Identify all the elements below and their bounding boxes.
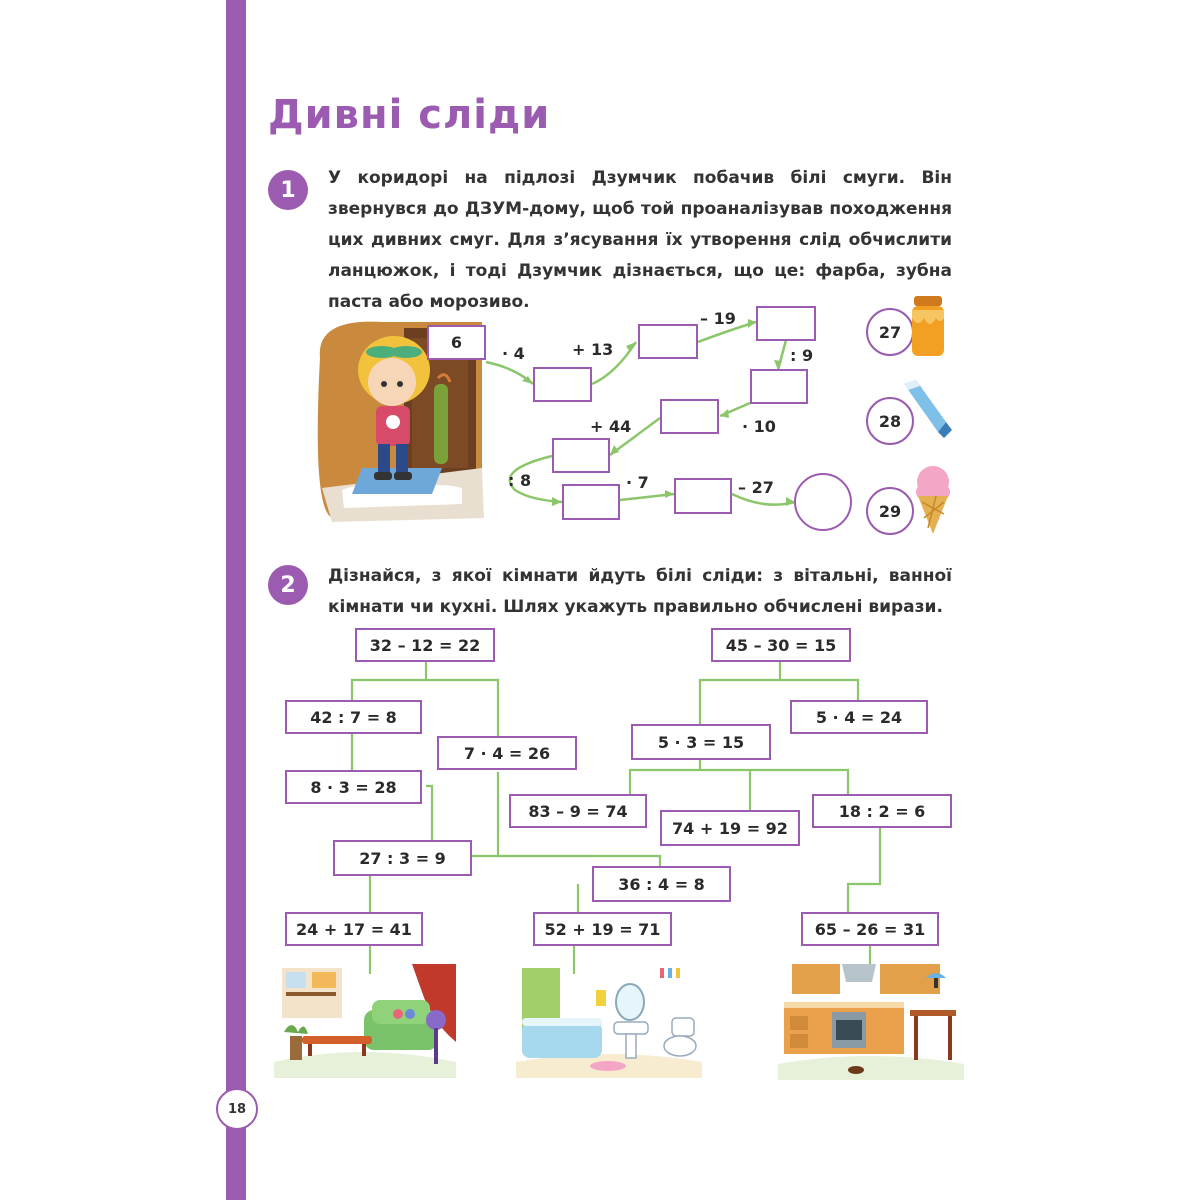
answer-option-29: 29 [866, 487, 914, 535]
chain-operation: + 44 [590, 417, 632, 436]
expression-box[interactable]: 5 · 4 = 24 [790, 700, 928, 734]
kitchen-icon [776, 960, 966, 1080]
chain-operation: : 9 [790, 346, 814, 365]
living-room-icon [272, 962, 458, 1078]
expression-box[interactable]: 24 + 17 = 41 [285, 912, 423, 946]
expression-box[interactable]: 74 + 19 = 92 [660, 810, 800, 846]
chain-start-box: 6 [427, 325, 486, 360]
page-number: 18 [216, 1088, 258, 1130]
expression-box[interactable]: 32 – 12 = 22 [355, 628, 495, 662]
expression-box[interactable]: 5 · 3 = 15 [631, 724, 771, 760]
answer-option-28: 28 [866, 397, 914, 445]
chain-operation: + 13 [572, 340, 614, 359]
task-2-number: 2 [268, 565, 308, 605]
chain-operation: · 10 [742, 417, 776, 436]
task-1-number: 1 [268, 170, 308, 210]
expression-box[interactable]: 45 – 30 = 15 [711, 628, 851, 662]
expression-box[interactable]: 27 : 3 = 9 [333, 840, 472, 876]
chain-operation: – 27 [738, 478, 774, 497]
expression-box[interactable]: 36 : 4 = 8 [592, 866, 731, 902]
chain-operation: · 4 [502, 344, 525, 363]
task-1-text: У коридорі на підлозі Дзумчик побачив білі смуги. Він звернувся до ДЗУМ-дому, щоб той проаналізував походження цих дивних смуг. Для з’ясування їх утворення слід обчислити ланцюжок, і тоді Дзумчик дізнається, що це: фарба, зубна паста або морозиво. [328, 168, 952, 312]
expression-box[interactable]: 65 – 26 = 31 [801, 912, 939, 946]
bathroom-icon [514, 962, 704, 1078]
expression-box[interactable]: 52 + 19 = 71 [533, 912, 672, 946]
expression-box[interactable]: 42 : 7 = 8 [285, 700, 422, 734]
page-title: Дивні сліди [268, 92, 551, 138]
answer-option-27: 27 [866, 308, 914, 356]
chain-operation: · 7 [626, 473, 649, 492]
expression-box[interactable]: 83 – 9 = 74 [509, 794, 647, 828]
chain-operation: – 19 [700, 309, 736, 328]
expression-box[interactable]: 8 · 3 = 28 [285, 770, 422, 804]
task-2-text: Дізнайся, з якої кімнати йдуть білі сліди: з вітальні, ванної кімнати чи кухні. Шлях укажуть правильно обчислені вирази. [328, 566, 952, 617]
expression-box[interactable]: 18 : 2 = 6 [812, 794, 952, 828]
expression-box[interactable]: 7 · 4 = 26 [437, 736, 577, 770]
chain-operation: : 8 [508, 471, 532, 490]
